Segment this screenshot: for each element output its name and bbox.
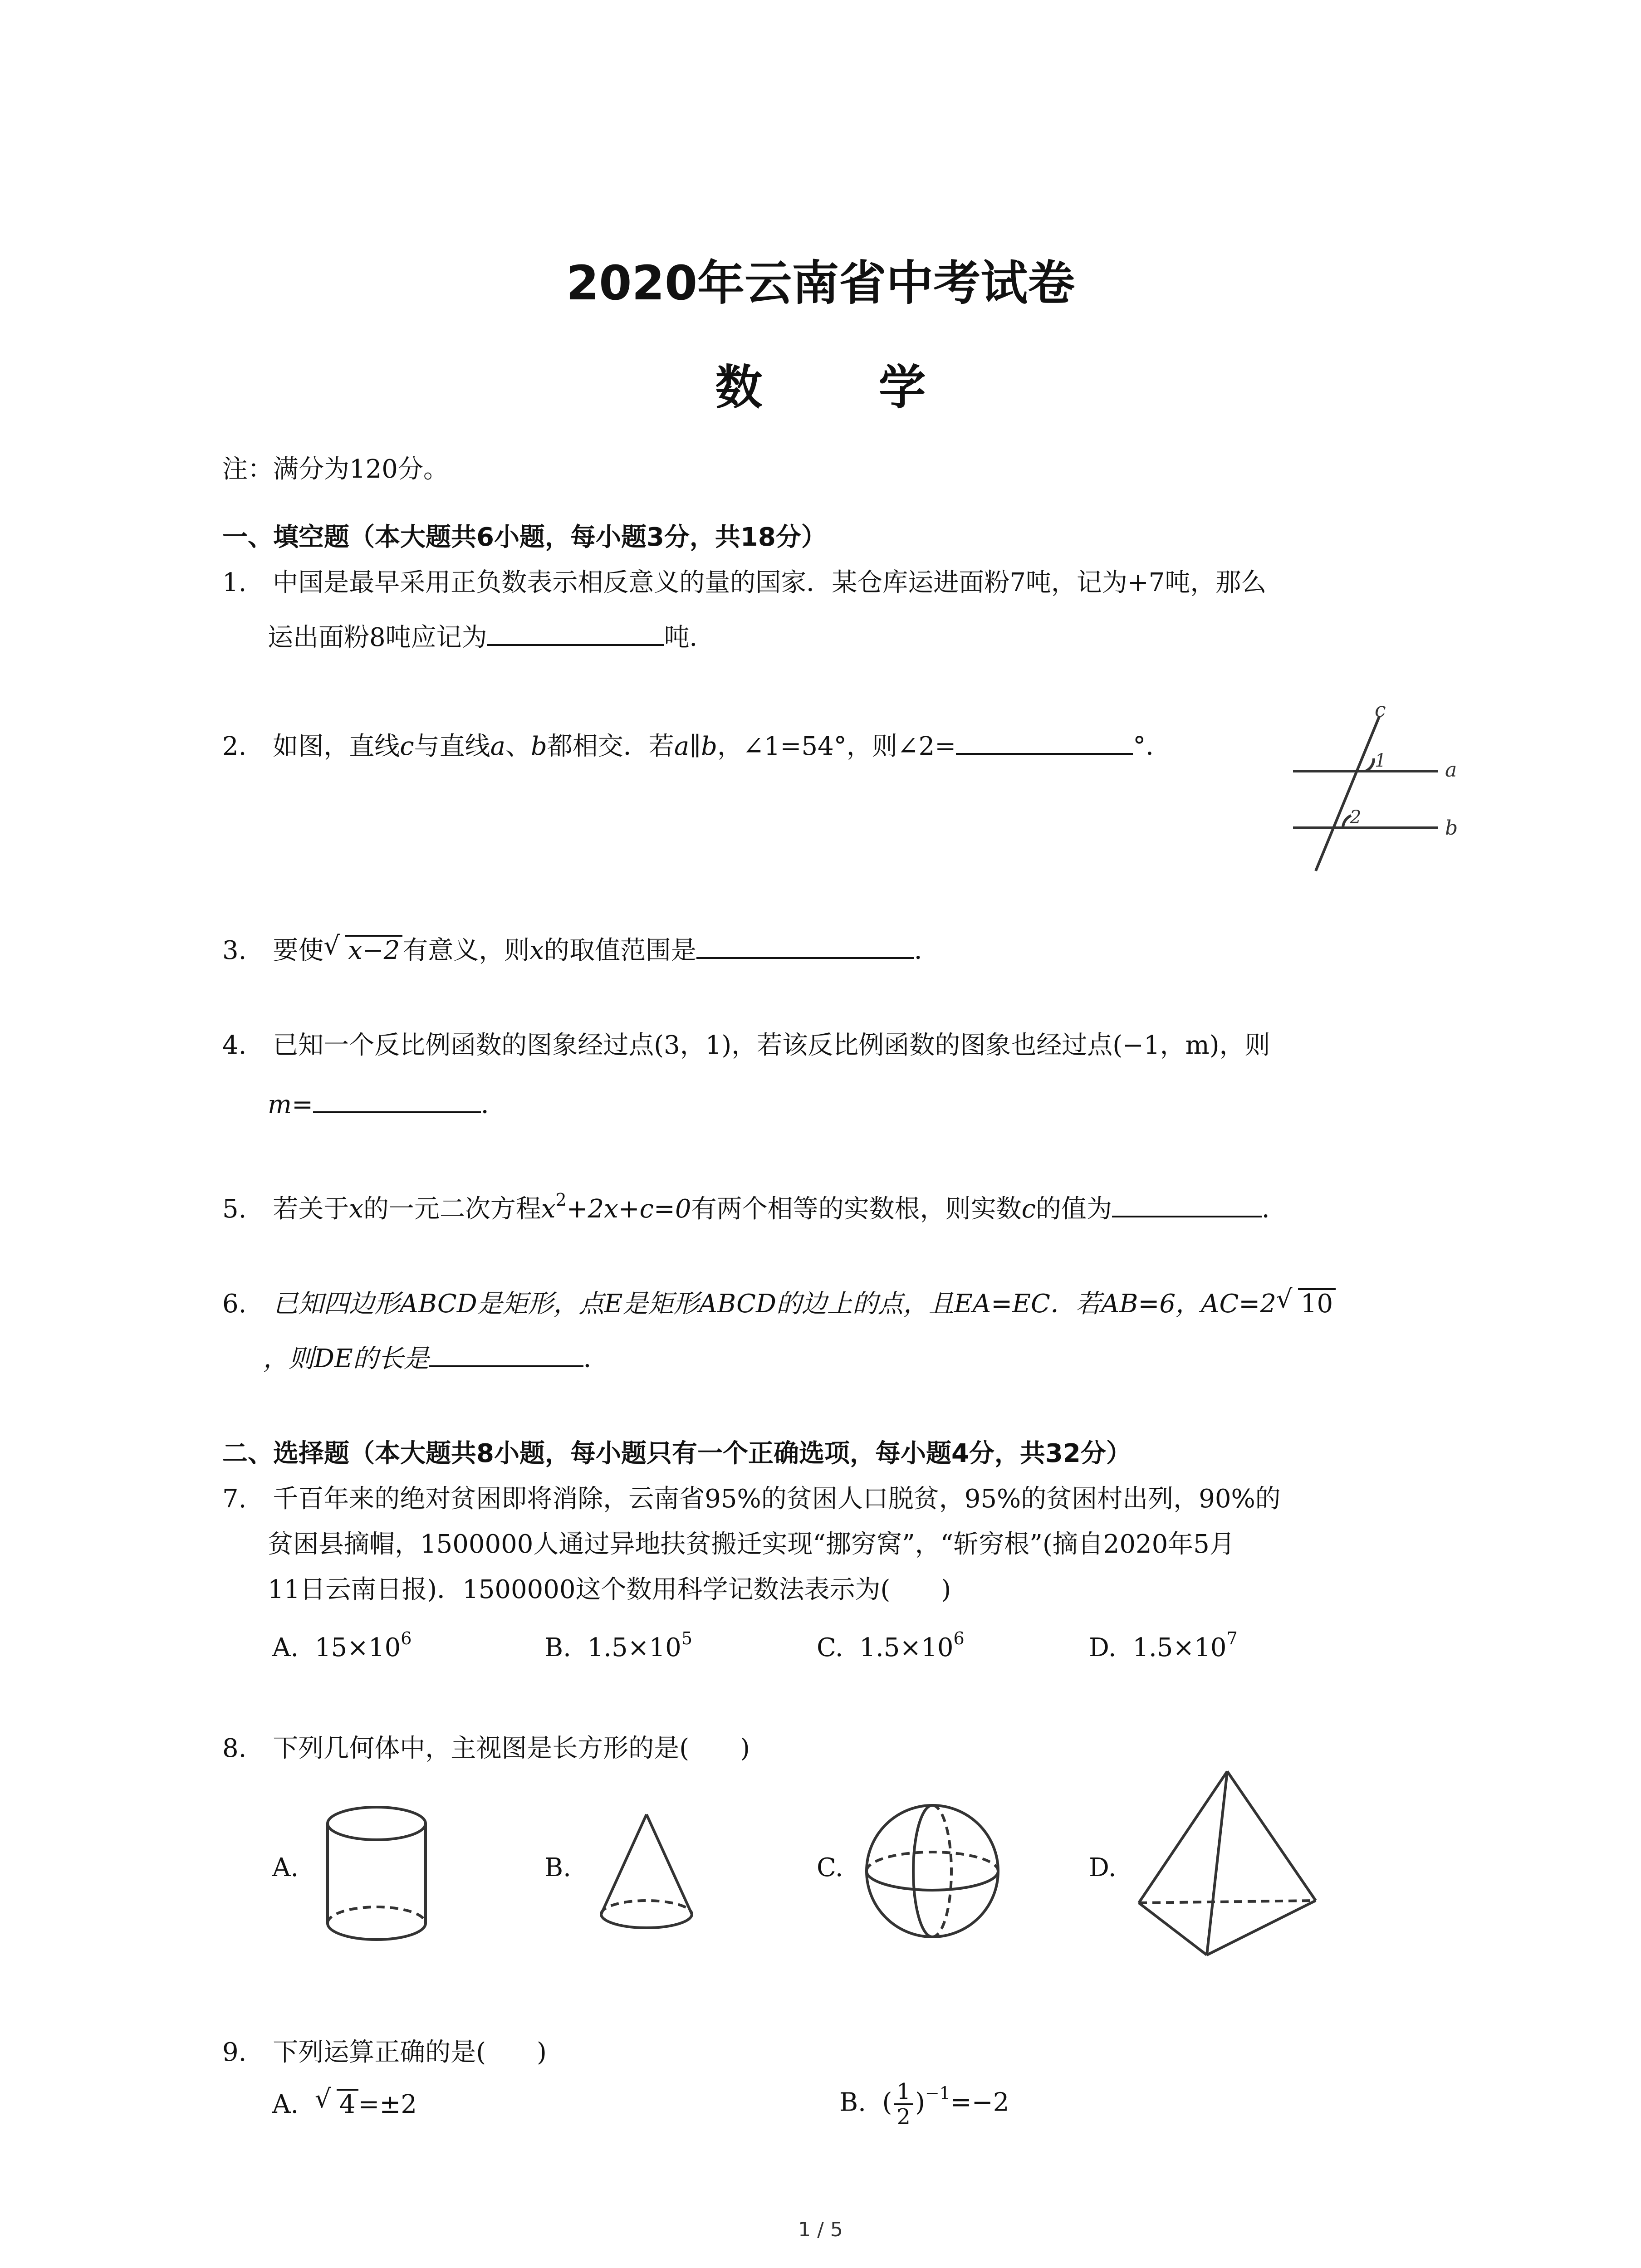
q5-eq-a: x	[541, 1194, 556, 1224]
q7-option-b-base: 1.5×10	[587, 1633, 681, 1662]
q5-eq-b: +2x+c=0	[566, 1194, 691, 1224]
question-1	[222, 567, 1266, 599]
q7-option-a-base: 15×10	[314, 1633, 401, 1662]
question-8	[222, 1733, 750, 1765]
q5-var-c: c	[1021, 1194, 1036, 1224]
question-4-line2	[268, 1084, 506, 1121]
cone-icon	[590, 1805, 708, 1950]
q3-number: 3.	[222, 936, 247, 965]
q2-parallel: a∥b	[674, 732, 717, 761]
question-7	[222, 1483, 1281, 1515]
fig-label-b: b	[1445, 816, 1458, 840]
q1-line2-pre: 运出面粉8吨应记为	[268, 623, 487, 652]
section-2-heading: 二、选择题（本大题共8小题，每小题只有一个正确选项，每小题4分，共32分）	[222, 1439, 1132, 1468]
radical-sign-icon: √	[1276, 1285, 1293, 1314]
q7-line2: 贫困县摘帽，1500000人通过异地扶贫搬迁实现“挪穷窝”，“斩穷根”(摘自2020年5月	[268, 1530, 1235, 1559]
q1-number: 1.	[222, 568, 247, 597]
q6-sqrt	[1276, 1285, 1336, 1320]
question-1-line2	[268, 617, 715, 654]
angle-1-arc	[1366, 758, 1374, 771]
q5-eq-sup: 2	[555, 1190, 567, 1210]
q2-var-b: b	[531, 732, 547, 761]
question-4	[222, 1030, 1270, 1061]
q7-line3: 11日云南日报)．1500000这个数用科学记数法表示为( )	[268, 1575, 951, 1604]
q4-line2-pre: m=	[268, 1090, 314, 1119]
q3-post1: 的取值范围是	[544, 936, 696, 965]
q8-option-d-label[interactable]: D.	[1089, 1853, 1117, 1882]
q8-text: 下列几何体中，主视图是长方形的是( )	[273, 1734, 750, 1763]
q3-post2: ．	[914, 936, 940, 965]
q9-option-a-rest: =±2	[358, 2090, 417, 2119]
q9-option-a-label: A.	[272, 2090, 299, 2119]
q8-number: 8.	[222, 1734, 247, 1763]
q9-option-b-fraction	[894, 2080, 913, 2129]
q9-option-b[interactable]: B. ( $\frac{1}{2}$ )$^{-1}$=−2	[839, 2079, 1009, 2130]
q5-var-x: x	[349, 1194, 363, 1224]
question-9	[222, 2037, 547, 2068]
q1-line1: 中国是最早采用正负数表示相反意义的量的国家．某仓库运进面粉7吨，记为+7吨，那么	[273, 568, 1267, 597]
score-note: 注：满分为120分。	[222, 455, 449, 484]
sphere-icon	[862, 1801, 1007, 1946]
q2-pre: 如图，直线	[273, 732, 400, 761]
q2-post: °．	[1133, 732, 1171, 761]
q2-parallel-lines-figure	[1288, 703, 1470, 875]
q9-option-b-exp: −1	[925, 2083, 950, 2103]
q9-option-a-radicand: 4	[337, 2089, 358, 2119]
q4-line2-post: ．	[481, 1090, 507, 1119]
q7-option-a[interactable]	[272, 1628, 412, 1662]
q5-post2: 的值为	[1035, 1194, 1112, 1224]
question-6-line2	[263, 1338, 609, 1375]
q5-pre: 若关于	[273, 1194, 349, 1224]
q7-number: 7.	[222, 1484, 247, 1514]
q4-number: 4.	[222, 1031, 247, 1060]
radical-sign-icon: √	[314, 2084, 331, 2114]
q7-option-a-label: A.	[272, 1633, 299, 1662]
q9-number: 9.	[222, 2038, 247, 2067]
q9-option-a-sqrt	[314, 2084, 358, 2119]
q3-radicand: x−2	[345, 935, 402, 965]
q4-answer-blank[interactable]	[313, 1084, 481, 1113]
q6-line2-post: ．	[583, 1344, 609, 1374]
q7-option-b-exp: 5	[681, 1628, 692, 1648]
q7-option-c-base: 1.5×10	[859, 1633, 954, 1662]
q4-line1: 已知一个反比例函数的图象经过点(3，1)，若该反比例函数的图象也经过点(−1，m)，则	[273, 1031, 1270, 1060]
q7-line1: 千百年来的绝对贫困即将消除，云南省95%的贫困人口脱贫，95%的贫困村出列，90%的	[273, 1484, 1281, 1514]
q7-option-c-exp: 6	[953, 1628, 965, 1648]
q2-sep: 、	[505, 732, 531, 761]
q9-option-b-denominator: 2	[896, 2104, 911, 2130]
question-3	[222, 930, 940, 967]
q3-var-x: x	[529, 936, 544, 965]
q8-option-b-label[interactable]: B.	[544, 1853, 571, 1882]
q7-option-b-label: B.	[544, 1633, 571, 1662]
section-1-heading: 一、填空题（本大题共6小题，每小题3分，共18分）	[222, 523, 827, 552]
q7-option-d-base: 1.5×10	[1132, 1633, 1227, 1662]
q2-mid3: ，∠1=54°，则∠2=	[717, 732, 956, 761]
q6-line1: 已知四边形ABCD是矩形，点E是矩形ABCD的边上的点，且EA=EC．若AB=6，AC=2	[273, 1289, 1276, 1319]
q3-pre: 要使	[273, 936, 324, 965]
q3-answer-blank[interactable]	[696, 930, 914, 959]
q5-post1: 有两个相等的实数根，则实数	[691, 1194, 1022, 1224]
q2-mid1: 与直线	[414, 732, 490, 761]
page-number: 1 / 5	[798, 2218, 843, 2241]
q6-answer-blank[interactable]	[429, 1338, 583, 1367]
q2-var-a: a	[490, 732, 506, 761]
question-2	[222, 726, 1171, 763]
cylinder-icon	[318, 1801, 445, 1955]
q7-option-c[interactable]	[817, 1628, 965, 1662]
q9-text: 下列运算正确的是( )	[273, 2038, 547, 2067]
question-5	[222, 1188, 1287, 1225]
q2-mid2: 都相交．若	[547, 732, 674, 761]
q7-option-a-exp: 6	[401, 1628, 412, 1648]
q8-option-c-label[interactable]: C.	[817, 1853, 843, 1882]
fig-label-c: c	[1375, 703, 1386, 722]
q1-line2-post: 吨．	[664, 623, 715, 652]
q3-sqrt	[323, 931, 402, 967]
exam-title: 2020年云南省中考试卷	[566, 255, 1075, 311]
q7-option-b[interactable]	[544, 1628, 692, 1662]
fig-angle-1: 1	[1375, 750, 1386, 771]
q9-option-b-numerator: 1	[894, 2080, 913, 2105]
pyramid-icon	[1130, 1765, 1329, 1969]
q7-option-d[interactable]	[1089, 1628, 1238, 1662]
q9-option-a[interactable]	[272, 2084, 417, 2119]
q3-mid: 有意义，则	[402, 936, 530, 965]
radical-sign-icon: √	[323, 931, 340, 961]
q2-number: 2.	[222, 732, 247, 761]
q2-answer-blank[interactable]	[956, 726, 1133, 755]
q1-answer-blank[interactable]	[487, 617, 664, 646]
q6-radicand: 10	[1298, 1288, 1336, 1318]
subject-title: 数 学	[715, 360, 976, 415]
q5-answer-blank[interactable]	[1112, 1188, 1262, 1217]
q7-option-d-exp: 7	[1226, 1628, 1238, 1648]
q5-mid: 的一元二次方程	[363, 1194, 541, 1224]
q9-option-b-rest: =−2	[950, 2087, 1009, 2117]
q7-option-d-label: D.	[1089, 1633, 1117, 1662]
q6-line2-pre: ，则DE的长是	[263, 1344, 429, 1374]
q5-post3: ．	[1261, 1194, 1287, 1224]
q9-option-b-label: B.	[839, 2087, 866, 2117]
q7-option-c-label: C.	[817, 1633, 843, 1662]
fig-label-a: a	[1445, 758, 1457, 782]
q8-option-a-label[interactable]: A.	[272, 1853, 299, 1882]
line-c	[1316, 717, 1379, 871]
q6-number: 6.	[222, 1289, 247, 1319]
q2-var-c: c	[400, 732, 414, 761]
q5-number: 5.	[222, 1194, 247, 1224]
fig-angle-2: 2	[1350, 807, 1362, 828]
question-6	[222, 1285, 1336, 1320]
